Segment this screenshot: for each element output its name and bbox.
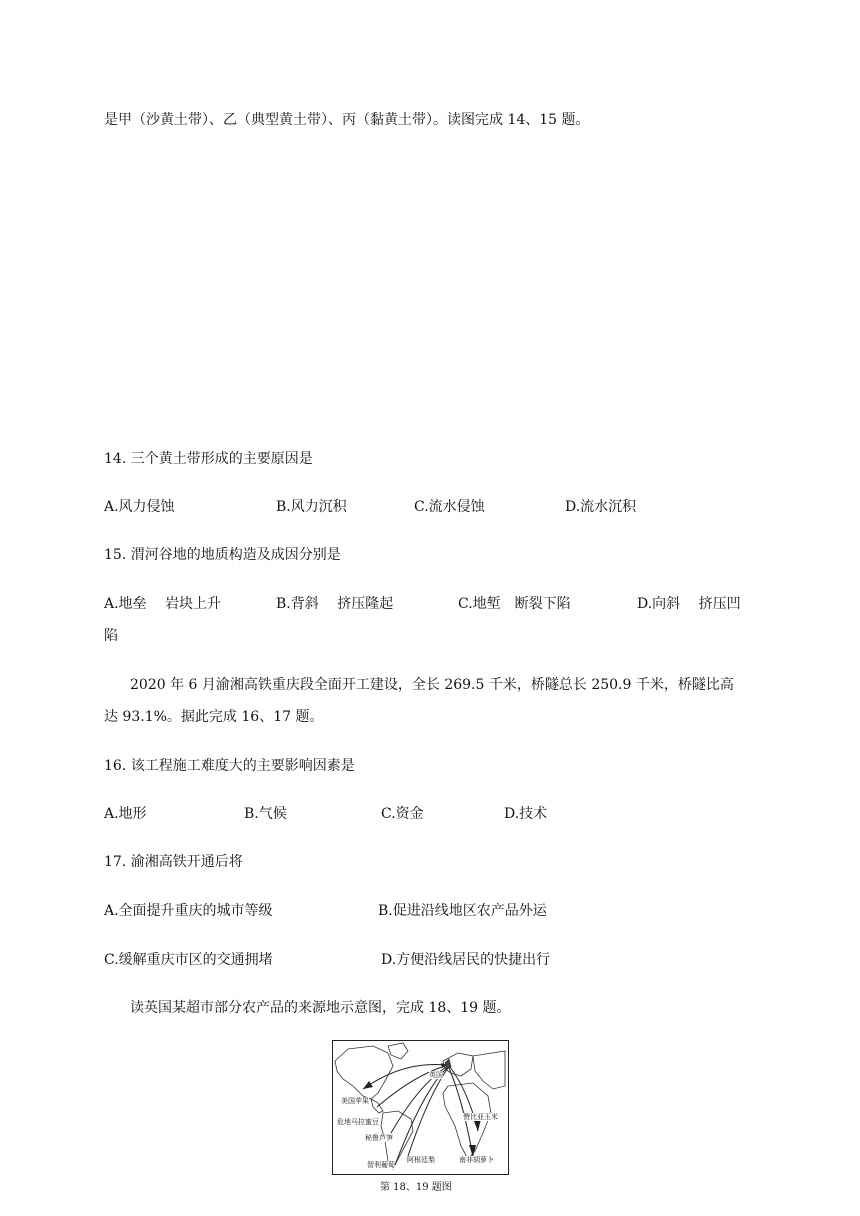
q15-option-b[interactable]: B.背斜 挤压隆起 <box>276 596 394 612</box>
q17-option-c[interactable]: C.缓解重庆市区的交通拥堵 <box>104 952 273 968</box>
question-14-stem: 14. 三个黄土带形成的主要原因是 <box>104 451 313 467</box>
world-map-figure <box>332 1040 509 1175</box>
question-17-stem: 17. 渝湘高铁开通后将 <box>104 854 243 870</box>
q14-option-c[interactable]: C.流水侵蚀 <box>414 499 485 515</box>
q14-option-d[interactable]: D.流水沉积 <box>565 499 637 515</box>
q17-option-b[interactable]: B.促进沿线地区农产品外运 <box>378 903 547 919</box>
q16-option-c[interactable]: C.资金 <box>381 806 424 822</box>
q15-option-d-continuation: 陷 <box>104 628 118 644</box>
label-south-africa: 南非胡萝卜 <box>459 1156 494 1164</box>
map-intro-text: 读英国某超市部分农产品的来源地示意图，完成 18、19 题。 <box>130 1000 511 1016</box>
africa-shape <box>443 1083 491 1159</box>
q15-option-d[interactable]: D.向斜 挤压凹 <box>637 596 741 612</box>
q14-option-b[interactable]: B.风力沉积 <box>276 499 347 515</box>
question-16-stem: 16. 该工程施工难度大的主要影响因素是 <box>104 758 355 774</box>
q15-option-a[interactable]: A.地垒 岩块上升 <box>104 596 222 612</box>
q17-option-d[interactable]: D.方便沿线居民的快捷出行 <box>381 952 551 968</box>
q16-option-a[interactable]: A.地形 <box>104 806 147 822</box>
label-uk: 英国 <box>429 1071 443 1079</box>
label-guatemala: 危地马拉蜜豆 <box>337 1118 379 1126</box>
q16-option-b[interactable]: B.气候 <box>244 806 287 822</box>
passage-line-2: 达 93.1%。据此完成 16、17 题。 <box>104 709 324 725</box>
north-america-shape <box>335 1046 393 1099</box>
intro-text: 是甲（沙黄土带）、乙（典型黄土带）、丙（黏黄土带）。读图完成 14、15 题。 <box>104 112 590 128</box>
asia-shape <box>473 1051 505 1089</box>
world-map-drawing <box>333 1041 508 1174</box>
q14-option-a[interactable]: A.风力侵蚀 <box>104 499 175 515</box>
q17-option-a[interactable]: A.全面提升重庆的城市等级 <box>104 903 273 919</box>
central-america-shape <box>371 1099 383 1113</box>
label-zambia: 赞比亚玉米 <box>463 1113 498 1121</box>
label-argentina: 阿根廷梨 <box>407 1156 435 1164</box>
label-peru: 秘鲁芦笋 <box>365 1134 393 1142</box>
label-chile: 智利葡萄 <box>367 1161 395 1169</box>
arrow-argentina <box>407 1068 448 1159</box>
passage-line-1: 2020 年 6 月渝湘高铁重庆段全面开工建设，全长 269.5 千米，桥隧总长 250.9 千米，桥隧比高 <box>130 677 734 693</box>
greenland-shape <box>388 1043 408 1059</box>
figure-caption: 第 18、19 题图 <box>380 1182 452 1193</box>
q15-option-c[interactable]: C.地堑 断裂下陷 <box>458 596 571 612</box>
q16-option-d[interactable]: D.技术 <box>504 806 548 822</box>
label-us-apple: 美国苹果 <box>341 1097 369 1105</box>
question-15-stem: 15. 渭河谷地的地质构造及成因分别是 <box>104 547 341 563</box>
